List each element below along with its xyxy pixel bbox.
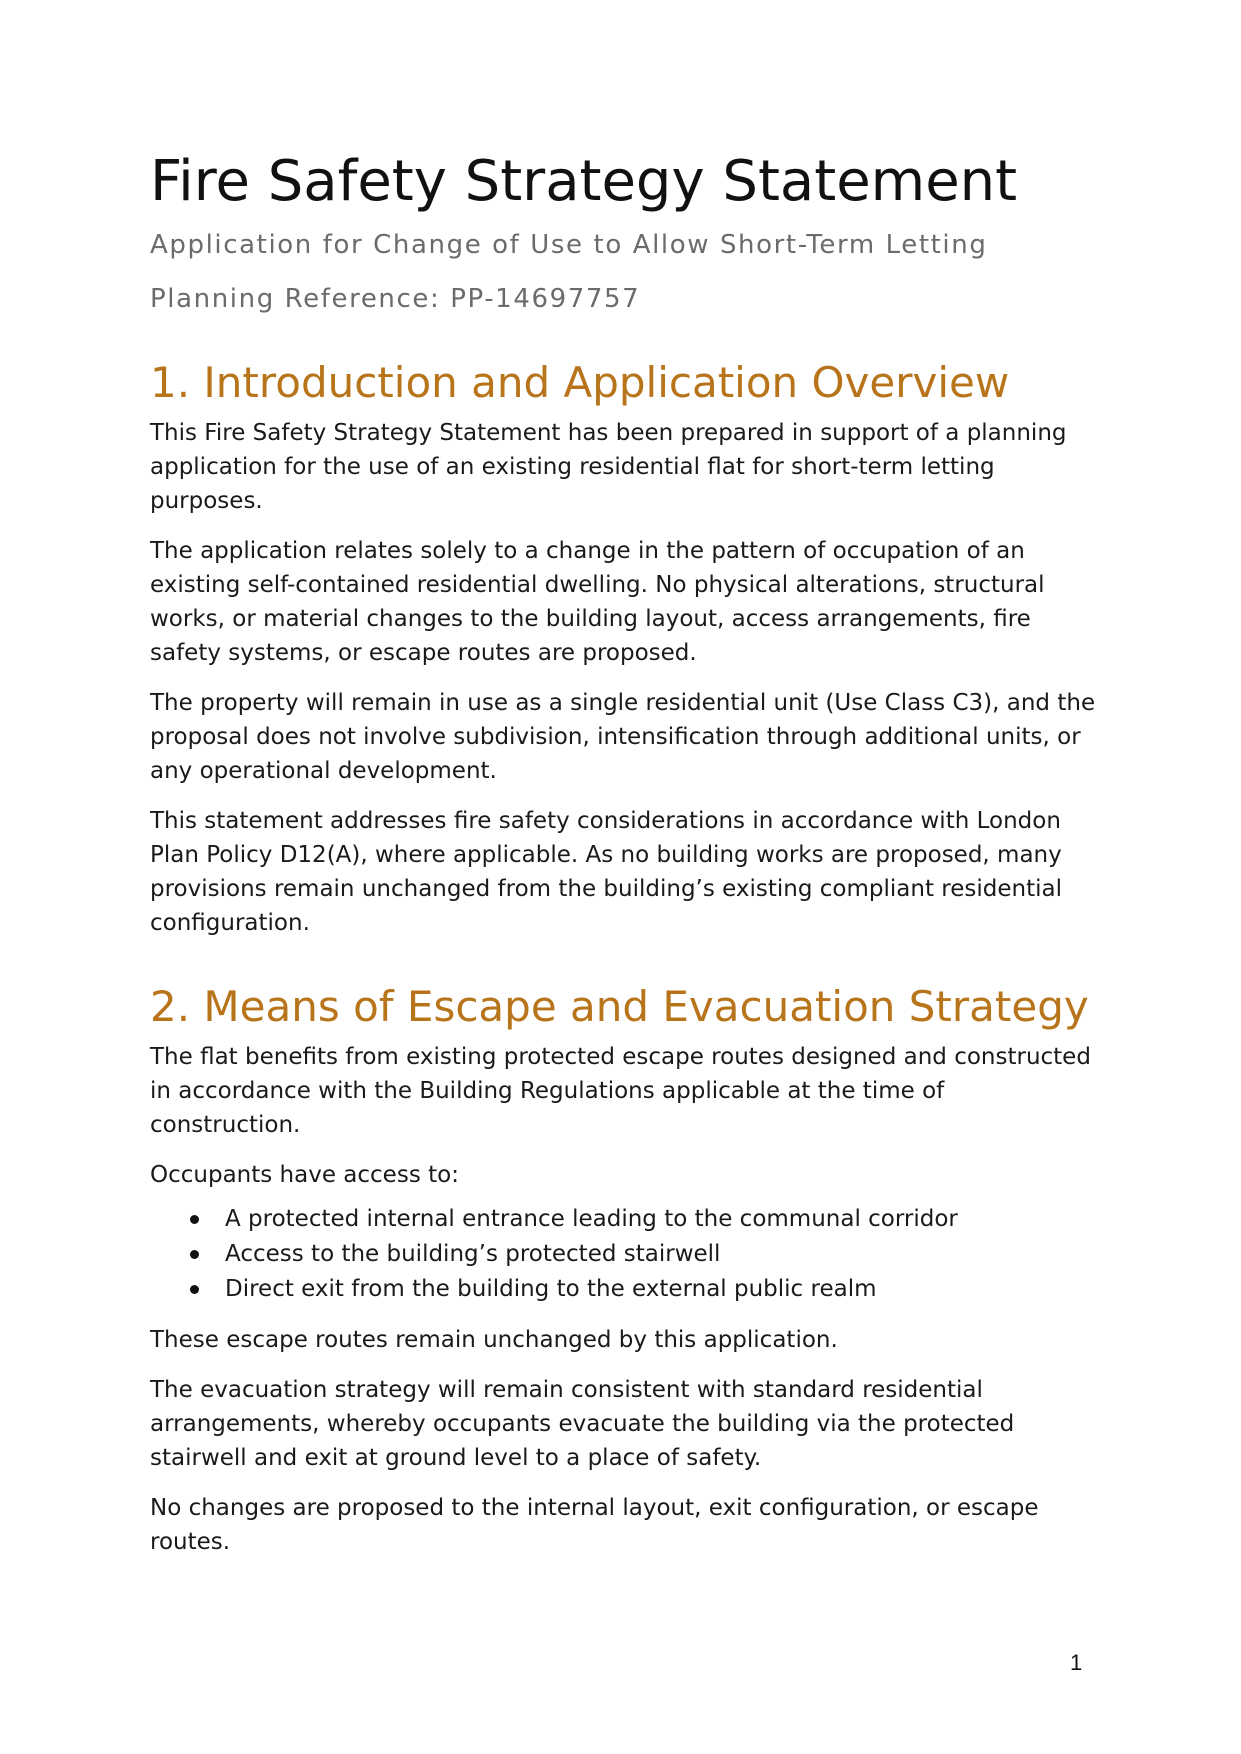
list-item-text: Direct exit from the building to the external public realm [225,1276,877,1302]
list-item-text: Access to the building’s protected stairwell [225,1241,721,1267]
paragraph: Occupants have access to: [150,1162,459,1188]
list-item [150,1272,1100,1307]
paragraph: No changes are proposed to the internal layout, exit configuration, or escape routes. [150,1495,1039,1555]
paragraph: This statement addresses fire safety considerations in accordance with London Plan Policy D12(A), where applicable. As no building works are proposed, many provisions remain unchanged from the building’s existing compliant residential configuration. [150,808,1062,936]
escape-access-list [150,1202,1100,1307]
planning-reference: Planning Reference: PP-14697757 [150,284,641,314]
list-item [150,1237,1100,1272]
bullet-icon [190,1285,199,1294]
paragraph: These escape routes remain unchanged by this application. [150,1327,838,1353]
paragraph: The flat benefits from existing protected escape routes designed and constructed in accordance with the Building Regulations applicable at the time of construction. [150,1044,1091,1138]
document-title: Fire Safety Strategy Statement [150,149,1018,214]
section-means-of-escape [150,982,1100,1559]
section-heading: 1. Introduction and Application Overview [150,358,1010,407]
list-item [150,1202,1100,1237]
document-subtitle: Application for Change of Use to Allow Short-Term Letting [150,230,988,260]
paragraph: The property will remain in use as a single residential unit (Use Class C3), and the proposal does not involve subdivision, intensification through additional units, or any operational development. [150,690,1096,784]
paragraph: This Fire Safety Strategy Statement has been prepared in support of a planning application for the use of an existing residential flat for short-term letting purposes. [150,420,1067,514]
paragraph: The evacuation strategy will remain consistent with standard residential arrangements, whereby occupants evacuate the building via the protected stairwell and exit at ground level to a place of safety. [150,1377,1015,1471]
section-introduction [150,358,1100,940]
bullet-icon [190,1250,199,1259]
list-item-text: A protected internal entrance leading to the communal corridor [225,1206,958,1232]
document-page [150,149,1100,1555]
bullet-icon [190,1215,199,1224]
page-number: 1 [1070,1650,1083,1675]
section-heading: 2. Means of Escape and Evacuation Strategy [150,982,1089,1031]
paragraph: The application relates solely to a change in the pattern of occupation of an existing self-contained residential dwelling. No physical alterations, structural works, or material changes to the building layout, access arrangements, fire safety systems, or escape routes are proposed. [150,538,1045,666]
